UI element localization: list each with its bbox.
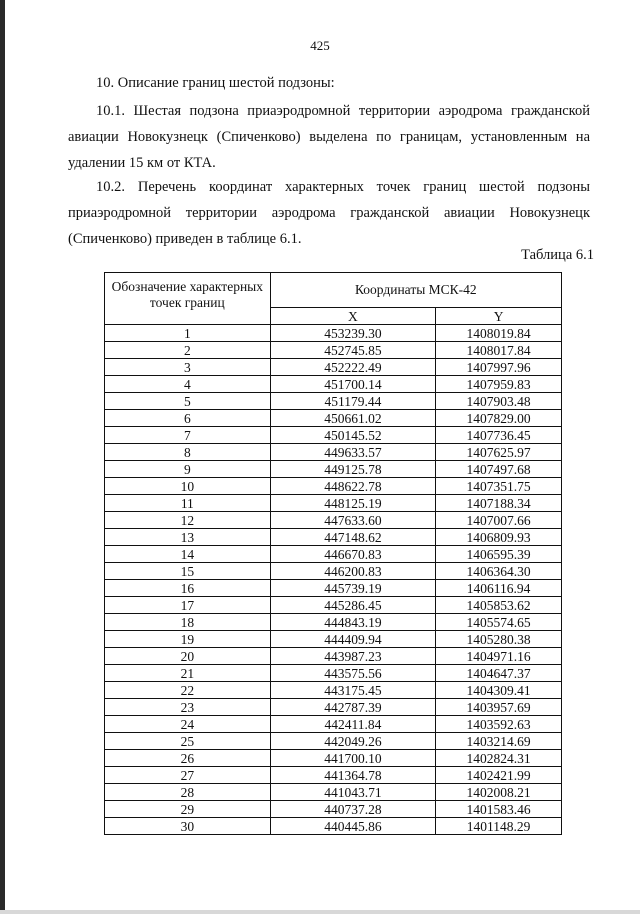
table-row bbox=[105, 512, 562, 529]
table-row bbox=[105, 410, 562, 427]
x-coordinate-cell: 450145.52 bbox=[270, 427, 436, 444]
point-number-cell: 25 bbox=[105, 733, 271, 750]
table-row bbox=[105, 733, 562, 750]
x-coordinate-cell: 451700.14 bbox=[270, 376, 436, 393]
y-coordinate-cell: 1407351.75 bbox=[436, 478, 562, 495]
x-coordinate-cell: 443987.23 bbox=[270, 648, 436, 665]
y-coordinate-cell: 1404647.37 bbox=[436, 665, 562, 682]
y-coordinate-cell: 1406595.39 bbox=[436, 546, 562, 563]
point-number-cell: 21 bbox=[105, 665, 271, 682]
x-coordinate-cell: 449125.78 bbox=[270, 461, 436, 478]
y-coordinate-cell: 1406116.94 bbox=[436, 580, 562, 597]
table-header-row bbox=[105, 273, 562, 308]
x-coordinate-cell: 445739.19 bbox=[270, 580, 436, 597]
table-row bbox=[105, 801, 562, 818]
point-number-cell: 13 bbox=[105, 529, 271, 546]
x-coordinate-cell: 446670.83 bbox=[270, 546, 436, 563]
x-coordinate-cell: 447633.60 bbox=[270, 512, 436, 529]
point-number-cell: 1 bbox=[105, 325, 271, 342]
x-coordinate-cell: 443175.45 bbox=[270, 682, 436, 699]
x-coordinate-cell: 447148.62 bbox=[270, 529, 436, 546]
table-row bbox=[105, 767, 562, 784]
x-coordinate-cell: 449633.57 bbox=[270, 444, 436, 461]
point-number-cell: 19 bbox=[105, 631, 271, 648]
y-coordinate-cell: 1405280.38 bbox=[436, 631, 562, 648]
table-row bbox=[105, 563, 562, 580]
header-coordinates: Координаты МСК-42 bbox=[270, 273, 561, 308]
y-coordinate-cell: 1404971.16 bbox=[436, 648, 562, 665]
point-number-cell: 20 bbox=[105, 648, 271, 665]
y-coordinate-cell: 1402008.21 bbox=[436, 784, 562, 801]
point-number-cell: 28 bbox=[105, 784, 271, 801]
table-row bbox=[105, 325, 562, 342]
paragraph-10-1: 10.1. Шестая подзона приаэродромной территории аэродрома гражданской авиации Новокузнецк (Спиченково) выделена по границам, установленным на удалении 15 км от КТА. bbox=[68, 103, 590, 171]
coordinates-table bbox=[104, 272, 562, 835]
point-number-cell: 27 bbox=[105, 767, 271, 784]
header-x: X bbox=[270, 308, 436, 325]
point-number-cell: 12 bbox=[105, 512, 271, 529]
y-coordinate-cell: 1407497.68 bbox=[436, 461, 562, 478]
header-y: Y bbox=[436, 308, 562, 325]
y-coordinate-cell: 1407007.66 bbox=[436, 512, 562, 529]
point-number-cell: 15 bbox=[105, 563, 271, 580]
x-coordinate-cell: 446200.83 bbox=[270, 563, 436, 580]
x-coordinate-cell: 448125.19 bbox=[270, 495, 436, 512]
y-coordinate-cell: 1403957.69 bbox=[436, 699, 562, 716]
table-row bbox=[105, 461, 562, 478]
scan-edge-left bbox=[0, 0, 5, 914]
table-caption: Таблица 6.1 bbox=[521, 247, 594, 263]
table-row bbox=[105, 529, 562, 546]
x-coordinate-cell: 441043.71 bbox=[270, 784, 436, 801]
point-number-cell: 2 bbox=[105, 342, 271, 359]
y-coordinate-cell: 1407997.96 bbox=[436, 359, 562, 376]
table-row bbox=[105, 580, 562, 597]
x-coordinate-cell: 451179.44 bbox=[270, 393, 436, 410]
table-row bbox=[105, 342, 562, 359]
x-coordinate-cell: 441700.10 bbox=[270, 750, 436, 767]
table-row bbox=[105, 648, 562, 665]
x-coordinate-cell: 453239.30 bbox=[270, 325, 436, 342]
y-coordinate-cell: 1407829.00 bbox=[436, 410, 562, 427]
y-coordinate-cell: 1406364.30 bbox=[436, 563, 562, 580]
y-coordinate-cell: 1405853.62 bbox=[436, 597, 562, 614]
point-number-cell: 16 bbox=[105, 580, 271, 597]
y-coordinate-cell: 1403214.69 bbox=[436, 733, 562, 750]
x-coordinate-cell: 442411.84 bbox=[270, 716, 436, 733]
point-number-cell: 10 bbox=[105, 478, 271, 495]
x-coordinate-cell: 445286.45 bbox=[270, 597, 436, 614]
x-coordinate-cell: 444409.94 bbox=[270, 631, 436, 648]
table-row bbox=[105, 546, 562, 563]
point-number-cell: 9 bbox=[105, 461, 271, 478]
page-number: 425 bbox=[310, 38, 330, 53]
y-coordinate-cell: 1407625.97 bbox=[436, 444, 562, 461]
y-coordinate-cell: 1408019.84 bbox=[436, 325, 562, 342]
table-row bbox=[105, 682, 562, 699]
table-row bbox=[105, 393, 562, 410]
y-coordinate-cell: 1402824.31 bbox=[436, 750, 562, 767]
table-row bbox=[105, 495, 562, 512]
x-coordinate-cell: 452745.85 bbox=[270, 342, 436, 359]
point-number-cell: 17 bbox=[105, 597, 271, 614]
point-number-cell: 7 bbox=[105, 427, 271, 444]
x-coordinate-cell: 440445.86 bbox=[270, 818, 436, 835]
y-coordinate-cell: 1407188.34 bbox=[436, 495, 562, 512]
table-row bbox=[105, 614, 562, 631]
table-row bbox=[105, 665, 562, 682]
y-coordinate-cell: 1407903.48 bbox=[436, 393, 562, 410]
y-coordinate-cell: 1403592.63 bbox=[436, 716, 562, 733]
point-number-cell: 14 bbox=[105, 546, 271, 563]
x-coordinate-cell: 440737.28 bbox=[270, 801, 436, 818]
table-row bbox=[105, 699, 562, 716]
table-row bbox=[105, 784, 562, 801]
y-coordinate-cell: 1407959.83 bbox=[436, 376, 562, 393]
point-number-cell: 22 bbox=[105, 682, 271, 699]
y-coordinate-cell: 1408017.84 bbox=[436, 342, 562, 359]
table-body bbox=[105, 325, 562, 835]
point-number-cell: 23 bbox=[105, 699, 271, 716]
x-coordinate-cell: 450661.02 bbox=[270, 410, 436, 427]
point-number-cell: 24 bbox=[105, 716, 271, 733]
x-coordinate-cell: 444843.19 bbox=[270, 614, 436, 631]
y-coordinate-cell: 1401148.29 bbox=[436, 818, 562, 835]
point-number-cell: 30 bbox=[105, 818, 271, 835]
y-coordinate-cell: 1406809.93 bbox=[436, 529, 562, 546]
point-number-cell: 5 bbox=[105, 393, 271, 410]
point-number-cell: 3 bbox=[105, 359, 271, 376]
point-number-cell: 4 bbox=[105, 376, 271, 393]
x-coordinate-cell: 452222.49 bbox=[270, 359, 436, 376]
point-number-cell: 8 bbox=[105, 444, 271, 461]
table-row bbox=[105, 427, 562, 444]
point-number-cell: 6 bbox=[105, 410, 271, 427]
table-row bbox=[105, 750, 562, 767]
point-number-cell: 29 bbox=[105, 801, 271, 818]
paragraph-10-2: 10.2. Перечень координат характерных точек границ шестой подзоны приаэродромной территории аэродрома гражданской авиации Новокузнецк (Спиченково) приведен в таблице 6.1. bbox=[68, 179, 590, 247]
scan-edge-bottom bbox=[0, 910, 640, 914]
table-row bbox=[105, 444, 562, 461]
y-coordinate-cell: 1405574.65 bbox=[436, 614, 562, 631]
section-heading: 10. Описание границ шестой подзоны: bbox=[96, 75, 335, 91]
x-coordinate-cell: 442049.26 bbox=[270, 733, 436, 750]
y-coordinate-cell: 1401583.46 bbox=[436, 801, 562, 818]
y-coordinate-cell: 1407736.45 bbox=[436, 427, 562, 444]
point-number-cell: 26 bbox=[105, 750, 271, 767]
y-coordinate-cell: 1404309.41 bbox=[436, 682, 562, 699]
table-row bbox=[105, 597, 562, 614]
x-coordinate-cell: 442787.39 bbox=[270, 699, 436, 716]
table-row bbox=[105, 376, 562, 393]
point-number-cell: 11 bbox=[105, 495, 271, 512]
table-row bbox=[105, 716, 562, 733]
y-coordinate-cell: 1402421.99 bbox=[436, 767, 562, 784]
x-coordinate-cell: 441364.78 bbox=[270, 767, 436, 784]
table-row bbox=[105, 818, 562, 835]
x-coordinate-cell: 443575.56 bbox=[270, 665, 436, 682]
table-row bbox=[105, 478, 562, 495]
table-row bbox=[105, 359, 562, 376]
x-coordinate-cell: 448622.78 bbox=[270, 478, 436, 495]
header-designation: Обозначение характерных точек границ bbox=[105, 273, 271, 325]
point-number-cell: 18 bbox=[105, 614, 271, 631]
table-row bbox=[105, 631, 562, 648]
